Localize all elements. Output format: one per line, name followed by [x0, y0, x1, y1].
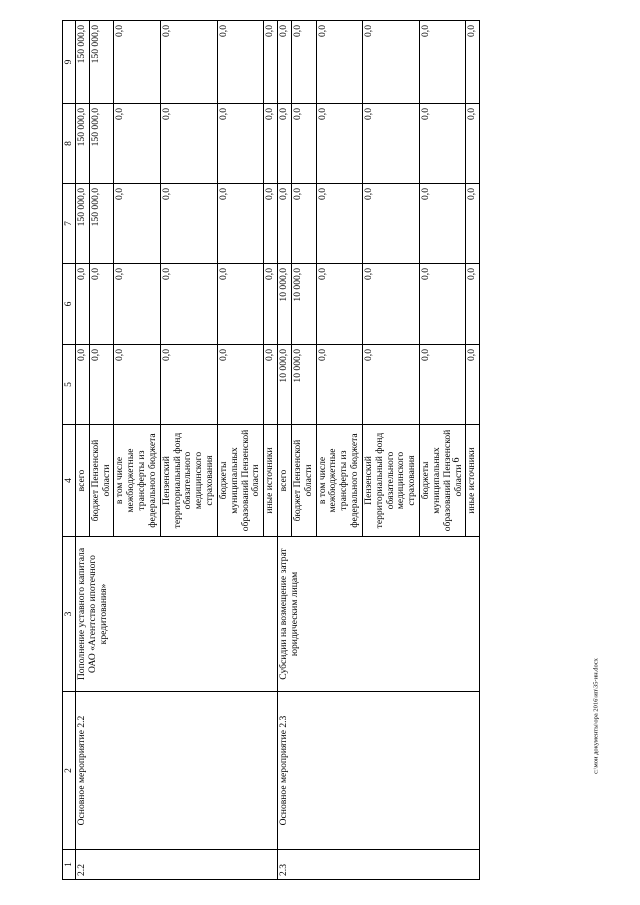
funding-source: бюджет Пензенской области [89, 425, 114, 537]
funding-source: Пензенский территориальный фонд обязательного медицинского страхования [160, 425, 217, 537]
column-number: 6 [63, 264, 76, 345]
value-col-7: 0,0 [466, 184, 480, 264]
value-col-5: 0,0 [466, 345, 480, 425]
value-col-8: 0,0 [114, 104, 160, 184]
value-col-5: 0,0 [114, 345, 160, 425]
value-col-8: 0,0 [264, 104, 278, 184]
value-col-7: 0,0 [217, 184, 263, 264]
item-name: Основное мероприятие 2.2 [76, 692, 278, 850]
column-number: 5 [63, 345, 76, 425]
item-code: 2.3 [278, 850, 480, 880]
budget-table [62, 20, 480, 880]
value-col-6: 0,0 [362, 264, 419, 345]
value-col-8: 0,0 [217, 104, 263, 184]
value-col-6: 0,0 [420, 264, 466, 345]
value-col-6: 0,0 [89, 264, 114, 345]
item-description: Пополнение уставного капитала ОАО «Агентство ипотечного кредитования» [76, 537, 278, 692]
value-col-9: 0,0 [420, 21, 466, 104]
column-number: 7 [63, 184, 76, 264]
value-col-7: 150 000,0 [76, 184, 90, 264]
value-col-8: 0,0 [362, 104, 419, 184]
value-col-9: 150 000,0 [76, 21, 90, 104]
value-col-6: 0,0 [160, 264, 217, 345]
funding-source: в том числе межбюджетные трансферты из федерального бюджета [114, 425, 160, 537]
funding-source: бюджеты муниципальных образований Пензенской области [420, 425, 466, 537]
value-col-5: 0,0 [89, 345, 114, 425]
value-col-7: 0,0 [316, 184, 362, 264]
value-col-8: 0,0 [160, 104, 217, 184]
value-col-5: 0,0 [160, 345, 217, 425]
value-col-8: 0,0 [466, 104, 480, 184]
value-col-5: 0,0 [76, 345, 90, 425]
item-code: 2.2 [76, 850, 278, 880]
footer-file-path: c:\мои документы\ора 2016\ип\35-ин.docx [592, 658, 600, 774]
table-row [278, 21, 292, 880]
funding-source: в том числе межбюджетные трансферты из федерального бюджета [316, 425, 362, 537]
value-col-7: 0,0 [420, 184, 466, 264]
value-col-9: 0,0 [278, 21, 292, 104]
page-number: 6 [451, 457, 462, 463]
value-col-5: 10 000,0 [278, 345, 292, 425]
column-number: 1 [63, 850, 76, 880]
funding-source: бюджет Пензенской области [291, 425, 316, 537]
value-col-6: 0,0 [316, 264, 362, 345]
value-col-7: 150 000,0 [89, 184, 114, 264]
value-col-7: 0,0 [362, 184, 419, 264]
value-col-8: 0,0 [420, 104, 466, 184]
header-row [63, 21, 76, 880]
value-col-5: 0,0 [217, 345, 263, 425]
funding-source: всего [76, 425, 90, 537]
value-col-9: 0,0 [466, 21, 480, 104]
value-col-5: 0,0 [316, 345, 362, 425]
value-col-9: 0,0 [291, 21, 316, 104]
value-col-5: 0,0 [420, 345, 466, 425]
column-number: 8 [63, 104, 76, 184]
value-col-7: 0,0 [264, 184, 278, 264]
value-col-8: 150 000,0 [89, 104, 114, 184]
value-col-9: 0,0 [114, 21, 160, 104]
value-col-8: 0,0 [291, 104, 316, 184]
column-number: 3 [63, 537, 76, 692]
item-name: Основное мероприятие 2.3 [278, 692, 480, 850]
value-col-9: 0,0 [316, 21, 362, 104]
value-col-5: 10 000,0 [291, 345, 316, 425]
column-number: 4 [63, 425, 76, 537]
value-col-6: 0,0 [76, 264, 90, 345]
value-col-6: 0,0 [466, 264, 480, 345]
column-number: 9 [63, 21, 76, 104]
value-col-6: 10 000,0 [278, 264, 292, 345]
column-number: 2 [63, 692, 76, 850]
value-col-6: 0,0 [217, 264, 263, 345]
value-col-7: 0,0 [291, 184, 316, 264]
value-col-6: 10 000,0 [291, 264, 316, 345]
table-body [63, 21, 480, 880]
funding-source: бюджеты муниципальных образований Пензенской области [217, 425, 263, 537]
value-col-9: 150 000,0 [89, 21, 114, 104]
value-col-6: 0,0 [264, 264, 278, 345]
value-col-9: 0,0 [362, 21, 419, 104]
value-col-5: 0,0 [362, 345, 419, 425]
table-row [76, 21, 90, 880]
value-col-7: 0,0 [114, 184, 160, 264]
item-description: Субсидии на возмещение затрат юридическим лицам [278, 537, 480, 692]
funding-source: иные источники [466, 425, 480, 537]
value-col-8: 150 000,0 [76, 104, 90, 184]
funding-source: иные источники [264, 425, 278, 537]
value-col-9: 0,0 [160, 21, 217, 104]
funding-source: всего [278, 425, 292, 537]
value-col-8: 0,0 [278, 104, 292, 184]
funding-source: Пензенский территориальный фонд обязательного медицинского страхования [362, 425, 419, 537]
value-col-7: 0,0 [160, 184, 217, 264]
value-col-9: 0,0 [264, 21, 278, 104]
value-col-6: 0,0 [114, 264, 160, 345]
rotated-page-content [62, 21, 578, 880]
value-col-5: 0,0 [264, 345, 278, 425]
value-col-7: 0,0 [278, 184, 292, 264]
value-col-9: 0,0 [217, 21, 263, 104]
value-col-8: 0,0 [316, 104, 362, 184]
